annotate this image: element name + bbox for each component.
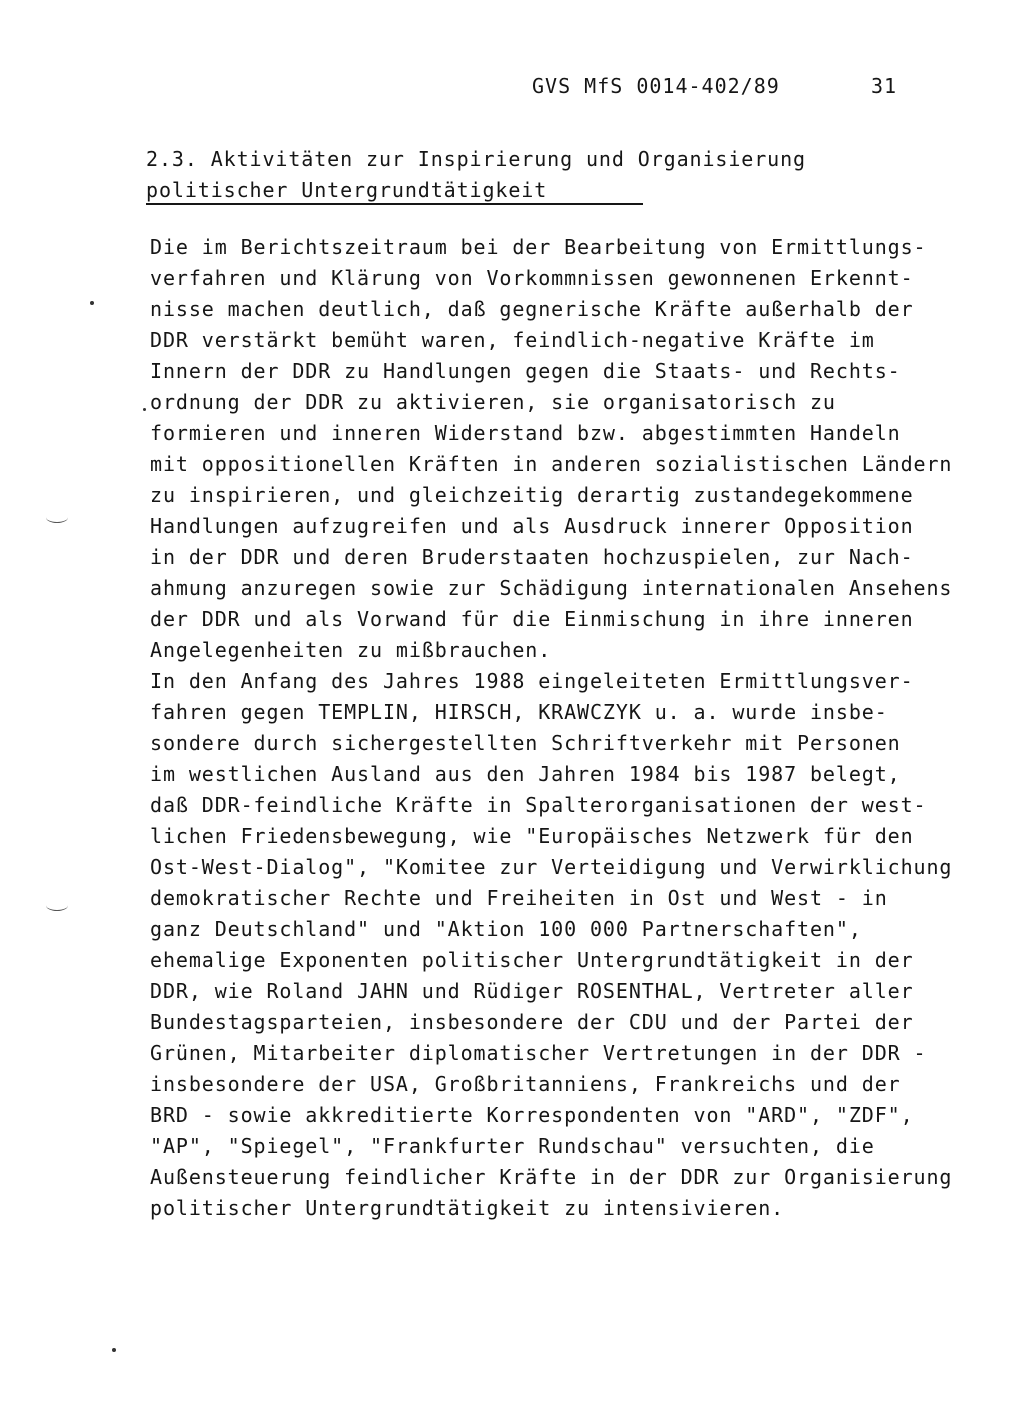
body-line: In den Anfang des Jahres 1988 eingeleiteten Ermittlungsver-: [150, 669, 914, 693]
body-line: Ost-West-Dialog", "Komitee zur Verteidigung und Verwirklichung: [150, 855, 953, 879]
body-line: der DDR und als Vorwand für die Einmischung in ihre inneren: [150, 607, 914, 631]
body-line: ganz Deutschland" und "Aktion 100 000 Partnerschaften",: [150, 917, 862, 941]
page-number: 31: [871, 74, 898, 98]
body-line: fahren gegen TEMPLIN, HIRSCH, KRAWCZYK u. a. wurde insbe-: [150, 700, 888, 724]
body-line: mit oppositionellen Kräften in anderen sozialistischen Ländern: [150, 452, 953, 476]
margin-punch-mark: [46, 512, 68, 523]
body-line: Die im Berichtszeitraum bei der Bearbeitung von Ermittlungs-: [150, 235, 927, 259]
margin-dot-mark: [143, 408, 146, 411]
body-line: demokratischer Rechte und Freiheiten in Ost und West - in: [150, 886, 888, 910]
document-reference: GVS MfS 0014-402/89: [532, 74, 780, 98]
body-line: Außensteuerung feindlicher Kräfte in der DDR zur Organisierung: [150, 1165, 953, 1189]
body-line: lichen Friedensbewegung, wie "Europäisches Netzwerk für den: [150, 824, 914, 848]
body-line: Innern der DDR zu Handlungen gegen die Staats- und Rechts-: [150, 359, 901, 383]
body-line: BRD - sowie akkreditierte Korrespondenten von "ARD", "ZDF",: [150, 1103, 914, 1127]
section-title-line-2: politischer Untergrundtätigkeit: [146, 177, 643, 205]
body-line: ordnung der DDR zu aktivieren, sie organisatorisch zu: [150, 390, 836, 414]
body-line: ahmung anzuregen sowie zur Schädigung internationalen Ansehens: [150, 576, 953, 600]
body-line: nisse machen deutlich, daß gegnerische Kräfte außerhalb der: [150, 297, 914, 321]
margin-dot-mark: [90, 301, 94, 305]
body-line: politischer Untergrundtätigkeit zu intensivieren.: [150, 1196, 785, 1220]
body-line: "AP", "Spiegel", "Frankfurter Rundschau" versuchten, die: [150, 1134, 875, 1158]
body-text: [150, 232, 980, 1224]
body-line: daß DDR-feindliche Kräfte in Spalterorganisationen der west-: [150, 793, 927, 817]
body-line: Angelegenheiten zu mißbrauchen.: [150, 638, 552, 662]
body-line: DDR verstärkt bemüht waren, feindlich-negative Kräfte im: [150, 328, 875, 352]
body-line: insbesondere der USA, Großbritanniens, Frankreichs und der: [150, 1072, 901, 1096]
margin-punch-mark: [46, 900, 68, 911]
section-heading: [146, 144, 806, 206]
body-line: zu inspirieren, und gleichzeitig derartig zustandegekommene: [150, 483, 914, 507]
body-line: Handlungen aufzugreifen und als Ausdruck innerer Opposition: [150, 514, 914, 538]
body-line: DDR, wie Roland JAHN und Rüdiger ROSENTHAL, Vertreter aller: [150, 979, 914, 1003]
section-title-line-1: 2.3. Aktivitäten zur Inspirierung und Organisierung: [146, 147, 806, 171]
body-line: verfahren und Klärung von Vorkommnissen gewonnenen Erkennt-: [150, 266, 914, 290]
body-line: sondere durch sichergestellten Schriftverkehr mit Personen: [150, 731, 901, 755]
body-line: ehemalige Exponenten politischer Untergrundtätigkeit in der: [150, 948, 914, 972]
margin-dot-mark: [112, 1348, 116, 1352]
body-line: Bundestagsparteien, insbesondere der CDU und der Partei der: [150, 1010, 914, 1034]
body-line: im westlichen Ausland aus den Jahren 1984 bis 1987 belegt,: [150, 762, 901, 786]
body-line: in der DDR und deren Bruderstaaten hochzuspielen, zur Nach-: [150, 545, 914, 569]
body-line: formieren und inneren Widerstand bzw. abgestimmten Handeln: [150, 421, 901, 445]
body-line: Grünen, Mitarbeiter diplomatischer Vertretungen in der DDR -: [150, 1041, 927, 1065]
